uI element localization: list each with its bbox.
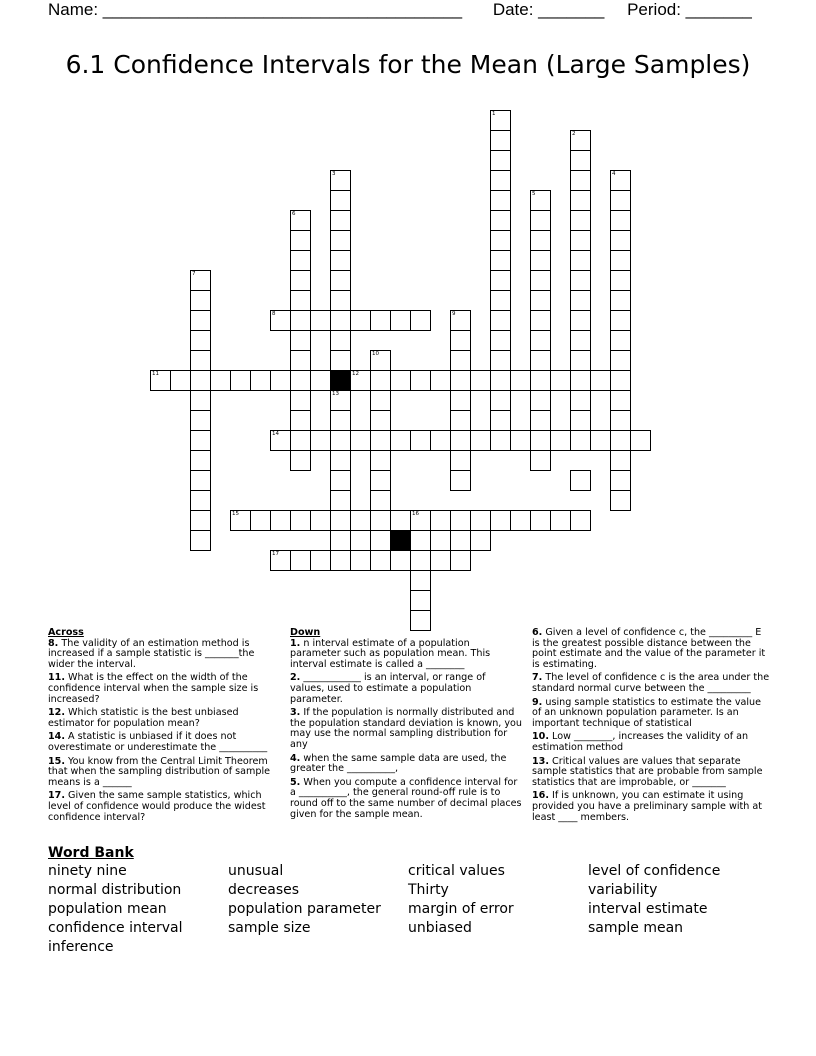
grid-cell[interactable] bbox=[610, 330, 631, 351]
grid-cell[interactable] bbox=[570, 150, 591, 171]
grid-cell[interactable] bbox=[330, 330, 351, 351]
word-bank-word: variability bbox=[588, 882, 658, 898]
grid-cell[interactable] bbox=[190, 470, 211, 491]
clue-number: 1. bbox=[290, 637, 301, 649]
clue-number: 8 bbox=[272, 311, 276, 317]
grid-cell[interactable] bbox=[430, 510, 451, 531]
clue bbox=[532, 791, 770, 823]
grid-cell[interactable] bbox=[290, 250, 311, 271]
clue bbox=[290, 639, 522, 671]
word-bank-word: sample size bbox=[228, 920, 311, 936]
grid-cell[interactable] bbox=[570, 130, 591, 151]
clue-number: 12. bbox=[48, 707, 65, 719]
grid-cell[interactable] bbox=[330, 210, 351, 231]
grid-cell[interactable] bbox=[310, 310, 331, 331]
grid-cell[interactable] bbox=[450, 310, 471, 331]
grid-cell[interactable] bbox=[570, 470, 591, 491]
name-field[interactable]: Name: ______________________________________ bbox=[48, 0, 463, 19]
grid-cell[interactable] bbox=[490, 330, 511, 351]
clue-number: 15 bbox=[232, 511, 239, 517]
clue bbox=[48, 639, 278, 671]
grid-cell[interactable] bbox=[370, 350, 391, 371]
grid-cell[interactable] bbox=[610, 230, 631, 251]
grid-cell[interactable] bbox=[290, 210, 311, 231]
clue bbox=[48, 708, 278, 729]
clue-text: Given a level of confidence c, the _________ E is the greatest possible distance between the point estimate and the value of the parameter it is estimating. bbox=[532, 627, 766, 670]
grid-cell[interactable] bbox=[330, 450, 351, 471]
grid-cell[interactable] bbox=[310, 550, 331, 571]
across-clues bbox=[48, 628, 278, 826]
grid-cell[interactable] bbox=[410, 530, 431, 551]
grid-cell[interactable] bbox=[570, 230, 591, 251]
word-bank-word: sample mean bbox=[588, 920, 684, 936]
grid-cell[interactable] bbox=[290, 290, 311, 311]
grid-cell[interactable] bbox=[570, 330, 591, 351]
clue bbox=[532, 732, 770, 753]
clue-text: using sample statistics to estimate the value of an unknown population parameter. Is an important technique of statistical bbox=[532, 696, 762, 729]
grid-cell[interactable] bbox=[610, 410, 631, 431]
grid-cell[interactable] bbox=[370, 390, 391, 411]
clue-number: 5 bbox=[532, 191, 536, 197]
grid-cell[interactable] bbox=[330, 490, 351, 511]
grid-cell[interactable] bbox=[370, 410, 391, 431]
word-bank-title: Word Bank bbox=[48, 845, 134, 861]
grid-cell[interactable] bbox=[350, 550, 371, 571]
grid-cell[interactable] bbox=[330, 530, 351, 551]
black-cell bbox=[330, 370, 351, 391]
grid-cell[interactable] bbox=[450, 330, 471, 351]
grid-cell[interactable] bbox=[570, 270, 591, 291]
page-title: 6.1 Confidence Intervals for the Mean (Large Samples) bbox=[65, 50, 751, 79]
clue-number: 9. bbox=[532, 696, 543, 708]
word-bank-word: unusual bbox=[228, 863, 284, 879]
grid-cell[interactable] bbox=[190, 490, 211, 511]
grid-cell[interactable] bbox=[370, 310, 391, 331]
grid-cell[interactable] bbox=[450, 350, 471, 371]
clue-number: 13 bbox=[332, 391, 339, 397]
grid-cell[interactable] bbox=[610, 470, 631, 491]
across-heading: Across bbox=[48, 627, 84, 638]
grid-cell[interactable] bbox=[610, 450, 631, 471]
grid-cell[interactable] bbox=[450, 470, 471, 491]
grid-cell[interactable] bbox=[570, 430, 591, 451]
grid-cell[interactable] bbox=[390, 430, 411, 451]
clue-text: If the population is normally distributed and the population standard deviation is known, you may use the normal sampling distribution for any bbox=[290, 707, 523, 750]
grid-cell[interactable] bbox=[530, 430, 551, 451]
grid-cell[interactable] bbox=[310, 510, 331, 531]
grid-cell[interactable] bbox=[430, 550, 451, 571]
clue bbox=[532, 698, 770, 730]
grid-cell[interactable] bbox=[570, 210, 591, 231]
grid-cell[interactable] bbox=[450, 530, 471, 551]
grid-cell[interactable] bbox=[510, 510, 531, 531]
grid-cell[interactable] bbox=[610, 310, 631, 331]
grid-cell[interactable] bbox=[190, 290, 211, 311]
grid-cell[interactable] bbox=[550, 370, 571, 391]
grid-cell[interactable] bbox=[230, 510, 251, 531]
grid-cell[interactable] bbox=[490, 230, 511, 251]
clue-number: 6 bbox=[292, 211, 296, 217]
grid-cell[interactable] bbox=[570, 290, 591, 311]
grid-cell[interactable] bbox=[350, 370, 371, 391]
grid-cell[interactable] bbox=[270, 550, 291, 571]
grid-cell[interactable] bbox=[310, 430, 331, 451]
grid-cell[interactable] bbox=[490, 210, 511, 231]
grid-cell[interactable] bbox=[610, 270, 631, 291]
clue bbox=[48, 732, 278, 753]
grid-cell[interactable] bbox=[490, 110, 511, 131]
clue-text: When you compute a confidence interval for a __________, the general round-off rule is to round off to the same number of decimal places given for the sample mean. bbox=[290, 776, 522, 820]
grid-cell[interactable] bbox=[490, 150, 511, 171]
word-bank-word: critical values bbox=[408, 863, 505, 879]
grid-cell[interactable] bbox=[290, 330, 311, 351]
word-bank-column bbox=[408, 862, 514, 938]
grid-cell[interactable] bbox=[450, 430, 471, 451]
word-bank-word: ninety nine bbox=[48, 863, 127, 879]
grid-cell[interactable] bbox=[450, 370, 471, 391]
clue bbox=[290, 708, 522, 750]
word-bank-word: normal distribution bbox=[48, 882, 182, 898]
grid-cell[interactable] bbox=[290, 430, 311, 451]
grid-cell[interactable] bbox=[530, 310, 551, 331]
grid-cell[interactable] bbox=[470, 530, 491, 551]
grid-cell[interactable] bbox=[570, 390, 591, 411]
grid-cell[interactable] bbox=[510, 370, 531, 391]
clue-number: 7. bbox=[532, 672, 543, 684]
clue-number: 11 bbox=[152, 371, 159, 377]
grid-cell[interactable] bbox=[470, 430, 491, 451]
grid-cell[interactable] bbox=[610, 170, 631, 191]
grid-cell[interactable] bbox=[330, 430, 351, 451]
word-bank-word: Thirty bbox=[408, 882, 449, 898]
clue-number: 4 bbox=[612, 171, 616, 177]
clue-number: 7 bbox=[192, 271, 196, 277]
clue-number: 5. bbox=[290, 776, 301, 788]
word-bank-column bbox=[48, 862, 182, 957]
clue-number: 17. bbox=[48, 790, 65, 802]
grid-cell[interactable] bbox=[570, 510, 591, 531]
word-bank-word: population mean bbox=[48, 901, 167, 917]
clue-number: 3. bbox=[290, 707, 301, 719]
clue-text: when the same sample data are used, the greater the __________, bbox=[290, 752, 507, 775]
grid-cell[interactable] bbox=[190, 510, 211, 531]
clue-text: You know from the Central Limit Theorem that when the sampling distribution of sample means is a ______ bbox=[48, 755, 271, 788]
grid-cell[interactable] bbox=[330, 310, 351, 331]
grid-cell[interactable] bbox=[610, 430, 631, 451]
grid-cell[interactable] bbox=[150, 370, 171, 391]
grid-cell[interactable] bbox=[230, 370, 251, 391]
clue-number: 4. bbox=[290, 752, 301, 764]
grid-cell[interactable] bbox=[190, 410, 211, 431]
grid-cell[interactable] bbox=[170, 370, 191, 391]
grid-cell[interactable] bbox=[290, 350, 311, 371]
word-bank-word: population parameter bbox=[228, 901, 381, 917]
grid-cell[interactable] bbox=[290, 270, 311, 291]
grid-cell[interactable] bbox=[370, 470, 391, 491]
grid-cell[interactable] bbox=[490, 350, 511, 371]
grid-cell[interactable] bbox=[530, 370, 551, 391]
word-bank-word: level of confidence bbox=[588, 863, 721, 879]
grid-cell[interactable] bbox=[270, 510, 291, 531]
grid-cell[interactable] bbox=[330, 250, 351, 271]
grid-cell[interactable] bbox=[490, 250, 511, 271]
grid-cell[interactable] bbox=[510, 430, 531, 451]
grid-cell[interactable] bbox=[570, 310, 591, 331]
grid-cell[interactable] bbox=[350, 430, 371, 451]
grid-cell[interactable] bbox=[610, 210, 631, 231]
grid-cell[interactable] bbox=[330, 470, 351, 491]
grid-cell[interactable] bbox=[350, 310, 371, 331]
clue-number: 6. bbox=[532, 627, 543, 638]
grid-cell[interactable] bbox=[530, 330, 551, 351]
grid-cell[interactable] bbox=[290, 410, 311, 431]
black-cell bbox=[390, 530, 411, 551]
grid-cell[interactable] bbox=[270, 310, 291, 331]
date-field[interactable]: Date: _______ bbox=[492, 0, 605, 19]
grid-cell[interactable] bbox=[530, 350, 551, 371]
grid-cell[interactable] bbox=[250, 510, 271, 531]
clue-text: What is the effect on the width of the confidence interval when the sample size is increased? bbox=[48, 672, 259, 705]
grid-cell[interactable] bbox=[550, 510, 571, 531]
grid-cell[interactable] bbox=[490, 390, 511, 411]
grid-cell[interactable] bbox=[490, 270, 511, 291]
grid-cell[interactable] bbox=[490, 510, 511, 531]
down-clues-continued bbox=[532, 628, 770, 826]
grid-cell[interactable] bbox=[410, 550, 431, 571]
grid-cell[interactable] bbox=[630, 430, 651, 451]
grid-cell[interactable] bbox=[330, 550, 351, 571]
down-clues bbox=[290, 628, 522, 823]
clue bbox=[532, 628, 770, 670]
grid-cell[interactable] bbox=[610, 370, 631, 391]
grid-cell[interactable] bbox=[530, 270, 551, 291]
grid-cell[interactable] bbox=[410, 510, 431, 531]
grid-cell[interactable] bbox=[570, 170, 591, 191]
grid-cell[interactable] bbox=[490, 170, 511, 191]
grid-cell[interactable] bbox=[570, 350, 591, 371]
clue-number: 10 bbox=[372, 351, 379, 357]
grid-cell[interactable] bbox=[190, 370, 211, 391]
grid-cell[interactable] bbox=[410, 310, 431, 331]
word-bank-word: decreases bbox=[228, 882, 300, 898]
grid-cell[interactable] bbox=[610, 490, 631, 511]
grid-cell[interactable] bbox=[610, 390, 631, 411]
grid-cell[interactable] bbox=[570, 190, 591, 211]
clue bbox=[48, 757, 278, 789]
clue-text: Which statistic is the best unbiased estimator for population mean? bbox=[48, 707, 239, 729]
grid-cell[interactable] bbox=[310, 370, 331, 391]
grid-cell[interactable] bbox=[490, 370, 511, 391]
grid-cell[interactable] bbox=[530, 290, 551, 311]
clue bbox=[48, 791, 278, 823]
grid-cell[interactable] bbox=[530, 510, 551, 531]
grid-cell[interactable] bbox=[250, 370, 271, 391]
grid-cell[interactable] bbox=[330, 170, 351, 191]
grid-cell[interactable] bbox=[390, 550, 411, 571]
grid-cell[interactable] bbox=[570, 250, 591, 271]
grid-cell[interactable] bbox=[190, 430, 211, 451]
grid-cell[interactable] bbox=[490, 130, 511, 151]
word-bank-word: interval estimate bbox=[588, 901, 708, 917]
clue-text: If is unknown, you can estimate it using provided you have a preliminary sample with at least ____ members. bbox=[532, 790, 763, 823]
grid-cell[interactable] bbox=[190, 270, 211, 291]
clue-text: Given the same sample statistics, which level of confidence would produce the widest confidence interval? bbox=[48, 790, 266, 823]
clue-text: A statistic is unbiased if it does not overestimate or underestimate the __________ bbox=[48, 731, 268, 753]
grid-cell[interactable] bbox=[330, 350, 351, 371]
clue-text: Low ________, increases the validity of an estimation method bbox=[532, 731, 749, 753]
clue bbox=[290, 754, 522, 775]
clue-number: 15. bbox=[48, 755, 65, 767]
grid-cell[interactable] bbox=[290, 310, 311, 331]
clue-number: 8. bbox=[48, 637, 59, 649]
clue-number: 11. bbox=[48, 672, 65, 684]
grid-cell[interactable] bbox=[290, 230, 311, 251]
grid-cell[interactable] bbox=[490, 310, 511, 331]
grid-cell[interactable] bbox=[190, 350, 211, 371]
grid-cell[interactable] bbox=[190, 310, 211, 331]
clue bbox=[290, 673, 522, 705]
grid-cell[interactable] bbox=[330, 290, 351, 311]
grid-cell[interactable] bbox=[590, 430, 611, 451]
grid-cell[interactable] bbox=[190, 450, 211, 471]
grid-cell[interactable] bbox=[330, 190, 351, 211]
grid-cell[interactable] bbox=[270, 430, 291, 451]
grid-cell[interactable] bbox=[290, 450, 311, 471]
grid-cell[interactable] bbox=[450, 450, 471, 471]
clue-number: 13. bbox=[532, 755, 549, 767]
grid-cell[interactable] bbox=[430, 430, 451, 451]
clue-number: 10. bbox=[532, 731, 549, 743]
word-bank-word: margin of error bbox=[408, 901, 514, 917]
grid-cell[interactable] bbox=[190, 330, 211, 351]
grid-cell[interactable] bbox=[450, 510, 471, 531]
grid-cell[interactable] bbox=[330, 230, 351, 251]
grid-cell[interactable] bbox=[410, 590, 431, 611]
grid-cell[interactable] bbox=[290, 550, 311, 571]
grid-cell[interactable] bbox=[290, 510, 311, 531]
grid-cell[interactable] bbox=[530, 250, 551, 271]
grid-cell[interactable] bbox=[530, 410, 551, 431]
grid-cell[interactable] bbox=[530, 390, 551, 411]
grid-cell[interactable] bbox=[610, 350, 631, 371]
clue bbox=[532, 673, 770, 694]
grid-cell[interactable] bbox=[190, 530, 211, 551]
clue-text: Critical values are values that separate sample statistics that are probable from sample statistics that are improbable, or _______ bbox=[532, 755, 763, 788]
clue-number: 16. bbox=[532, 790, 549, 802]
grid-cell[interactable] bbox=[370, 490, 391, 511]
clue-number: 12 bbox=[352, 371, 359, 377]
grid-cell[interactable] bbox=[370, 430, 391, 451]
grid-cell[interactable] bbox=[470, 510, 491, 531]
word-bank-word: confidence interval bbox=[48, 920, 183, 936]
grid-cell[interactable] bbox=[490, 190, 511, 211]
grid-cell[interactable] bbox=[210, 370, 231, 391]
clue-number: 1 bbox=[492, 111, 496, 117]
grid-cell[interactable] bbox=[190, 390, 211, 411]
grid-cell[interactable] bbox=[530, 230, 551, 251]
clue-number: 9 bbox=[452, 311, 456, 317]
period-field[interactable]: Period: _______ bbox=[627, 0, 752, 19]
grid-cell[interactable] bbox=[370, 510, 391, 531]
grid-cell[interactable] bbox=[450, 550, 471, 571]
grid-cell[interactable] bbox=[490, 290, 511, 311]
clue-text: The validity of an estimation method is increased if a sample statistic is _______the wider the interval. bbox=[48, 637, 255, 670]
clue-number: 3 bbox=[332, 171, 336, 177]
grid-cell[interactable] bbox=[410, 570, 431, 591]
grid-cell[interactable] bbox=[530, 190, 551, 211]
grid-cell[interactable] bbox=[390, 510, 411, 531]
grid-cell[interactable] bbox=[290, 370, 311, 391]
word-bank-word: unbiased bbox=[408, 920, 472, 936]
clue-number: 14 bbox=[272, 431, 279, 437]
grid-cell[interactable] bbox=[390, 310, 411, 331]
grid-cell[interactable] bbox=[570, 410, 591, 431]
clue bbox=[48, 673, 278, 705]
grid-cell[interactable] bbox=[430, 530, 451, 551]
clue-number: 16 bbox=[412, 511, 419, 517]
grid-cell[interactable] bbox=[330, 410, 351, 431]
grid-cell[interactable] bbox=[330, 390, 351, 411]
clue-number: 14. bbox=[48, 731, 65, 743]
grid-cell[interactable] bbox=[450, 390, 471, 411]
grid-cell[interactable] bbox=[410, 370, 431, 391]
grid-cell[interactable] bbox=[370, 370, 391, 391]
clue-text: The level of confidence c is the area under the standard normal curve between the _________ bbox=[532, 672, 770, 694]
grid-cell[interactable] bbox=[610, 250, 631, 271]
clue-number: 17 bbox=[272, 551, 279, 557]
clue bbox=[532, 757, 770, 789]
grid-cell[interactable] bbox=[430, 370, 451, 391]
grid-cell[interactable] bbox=[470, 370, 491, 391]
grid-cell[interactable] bbox=[610, 290, 631, 311]
clue bbox=[290, 778, 522, 820]
grid-cell[interactable] bbox=[490, 430, 511, 451]
grid-cell[interactable] bbox=[550, 430, 571, 451]
clue-number: 2. bbox=[290, 672, 301, 684]
word-bank-word: inference bbox=[48, 939, 114, 955]
grid-cell[interactable] bbox=[530, 450, 551, 471]
grid-cell[interactable] bbox=[350, 510, 371, 531]
grid-cell[interactable] bbox=[410, 430, 431, 451]
clue-text: ____________ is an interval, or range of values, used to estimate a population parameter. bbox=[290, 672, 486, 705]
word-bank-column bbox=[228, 862, 381, 938]
grid-cell[interactable] bbox=[590, 370, 611, 391]
grid-cell[interactable] bbox=[390, 370, 411, 391]
grid-cell[interactable] bbox=[450, 410, 471, 431]
grid-cell[interactable] bbox=[330, 510, 351, 531]
word-bank-column bbox=[588, 862, 720, 938]
grid-cell[interactable] bbox=[290, 390, 311, 411]
grid-cell[interactable] bbox=[330, 270, 351, 291]
grid-cell[interactable] bbox=[370, 550, 391, 571]
grid-cell[interactable] bbox=[270, 370, 291, 391]
grid-cell[interactable] bbox=[610, 190, 631, 211]
grid-cell[interactable] bbox=[490, 410, 511, 431]
grid-cell[interactable] bbox=[530, 210, 551, 231]
grid-cell[interactable] bbox=[370, 450, 391, 471]
grid-cell[interactable] bbox=[370, 530, 391, 551]
clue-number: 2 bbox=[572, 131, 576, 137]
clue-text: n interval estimate of a population parameter such as population mean. This interval estimate is called a ________ bbox=[290, 637, 491, 670]
grid-cell[interactable] bbox=[570, 370, 591, 391]
down-heading: Down bbox=[290, 627, 321, 638]
